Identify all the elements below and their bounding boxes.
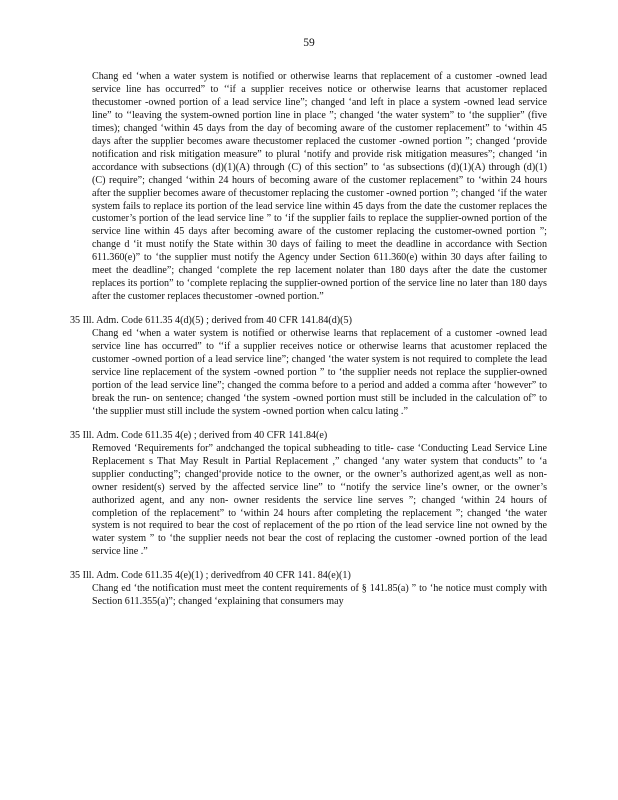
entry-block-1 xyxy=(70,315,547,419)
entry-heading-3: 35 Ill. Adm. Code 611.35 4(e)(1) ; derivedfrom 40 CFR 141. 84(e)(1) xyxy=(70,570,351,582)
page-number: 59 xyxy=(303,37,315,49)
entry-block-3 xyxy=(70,570,547,609)
entry-heading-1: 35 Ill. Adm. Code 611.35 4(d)(5) ; derived from 40 CFR 141.84(d)(5) xyxy=(70,315,352,327)
document-body xyxy=(70,71,547,620)
entry-paragraph-3: Chang ed ‘the notification must meet the content requirements of § 141.85(a) ” to ‘he notice must comply with Section 611.355(a)”; changed ‘explaining that consumers may xyxy=(92,583,547,608)
entry-block-2 xyxy=(70,430,547,560)
intro-block xyxy=(70,71,547,304)
entry-heading-2: 35 Ill. Adm. Code 611.35 4(e) ; derived from 40 CFR 141.84(e) xyxy=(70,429,328,441)
entry-paragraph-2: Removed ‘Requirements for” andchanged the topical subheading to title- case ‘Conducting Lead Service Line Replacement s That May Result in Partial Replacement ,” changed ‘any water system that conducts” to ‘a supplier conducting”; changed‘provide notice to the owner, or the owner’s authorized agent,as well as non-owner resident(s) served by the affected service line” to ‘‘notify the service line’s owner, or the owner’s authorized agent, and any non- owner residents the service line serves ”; changed ‘within 24 hours of completion of the replacement” to ‘within 24 hours after completing the replacement ”; changed ‘the water system is not required to bear the cost of replacement of the po rtion of the lead service line not owned by the water system ” to ‘the supplier needs not bear the cost of replacing the customer -owned portion of the lead service line .” xyxy=(92,442,547,558)
entry-paragraph-1: Chang ed ‘when a water system is notified or otherwise learns that replacement of a customer -owned lead service line has occurred” to ‘‘if a supplier receives notice or otherwise learns that acustomer replaced the customer -owned portion of a lead service line”; changed ‘the water system is not required to complete the lead service line replacement of the system -owned portion ” to ‘the supplier needs not replace the supplier-owned portion of the lead service line”; changed the comma before to a period and added a comma after ‘however” to break the run- on sentence; changed ‘the system -owned portion must still be included in the calculation of” to ‘the supplier must still include the system -owned portion when calcu lating .” xyxy=(92,328,547,417)
intro-paragraph: Chang ed ‘when a water system is notified or otherwise learns that replacement of a customer -owned lead service line has occurred” to ‘‘if a supplier receives notice or otherwise learns that acustomer replaced thecustomer -owned portion of a lead service line”; changed ‘and left in place a system -owned lead service line” to ‘‘leaving the system-owned portion line in place ”; changed ‘the water system” to ‘the supplier” (five times); changed ‘within 45 days from the day of becoming aware of the customer replacement” to ‘within 45 days after the supplier becomes aware thecustomer replaced the customer -owned portion ”; changed ‘provide notification and risk mitigation measure” to plural ‘notify and provide risk mitigation measures”; changed ‘in accordance with subsections (d)(1)(A) through (C) of this section” to ‘as subsections (d)(1)(A) through (d)(1)(C) require”; changed ‘within 24 hours of becoming aware of the customer replacement” to ‘within 24 hours after the supplier becomes aware of thecustomer replacing the customer -owned portion ”; changed ‘if the water system fails to replace its portion of the lead service line within 45 days from the date the customer replaces the customer’s portion of the lead service line ” to ‘if the supplier fails to replace the supplier-owned portion of the service line within 45 days after becoming aware of the customer replacing the customer-owned portion ”; change d ‘it must notify the State within 30 days of failing to meet the deadline in accordance with Section 611.360(e)” to ‘the supplier must notify the Agency under Section 611.360(e) within 30 days after failing to meet the deadline”; changed ‘complete the rep lacement nolater than 180 days after the date the customer replaces its portion” to ‘complete replacing the supplier-owned portion of the service line no later than 180 days after the customer replaces thecustomer -owned portion.” xyxy=(92,71,547,303)
